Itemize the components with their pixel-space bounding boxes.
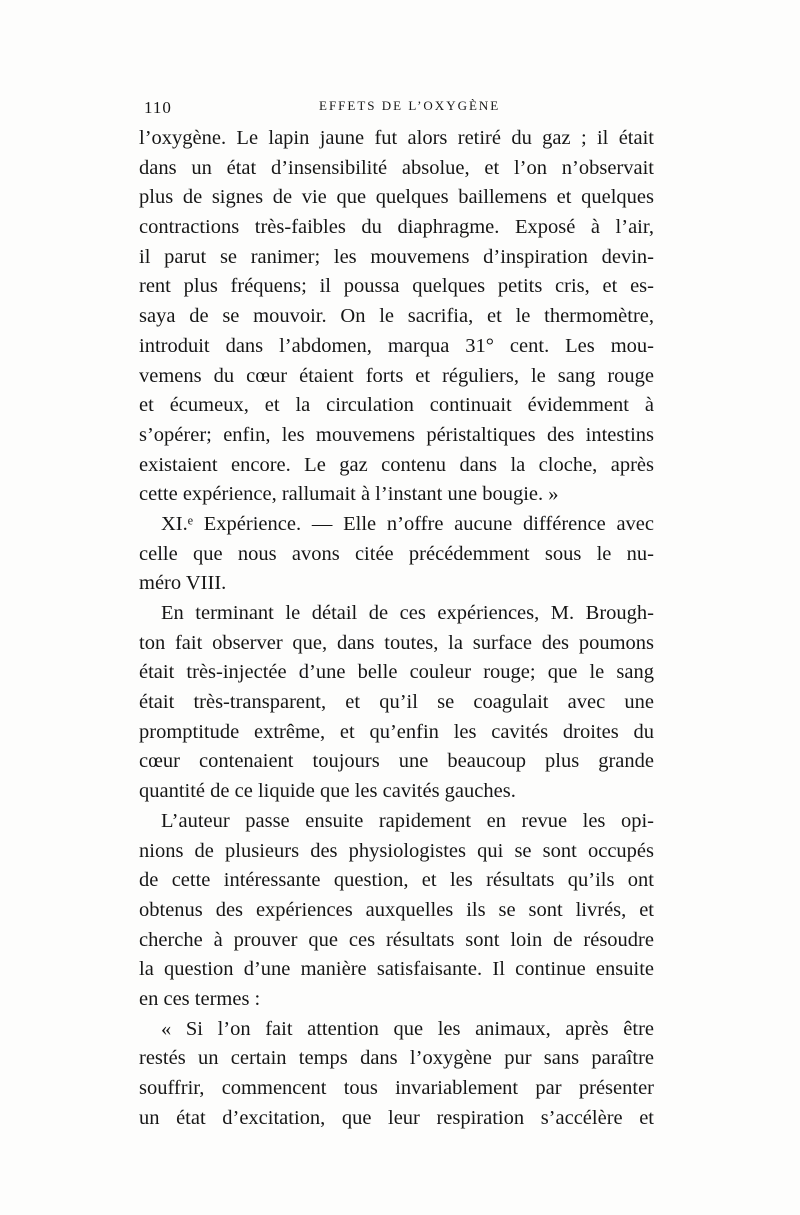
text-line: rent plus fréquens; il poussa quelques petits cris, et es- (139, 275, 654, 298)
text-line: cherche à prouver que ces résultats sont loin de résoudre (139, 928, 654, 951)
running-head (144, 98, 656, 122)
text-line: souffrir, commencent tous invariablement par présenter (139, 1077, 654, 1099)
text-line: En terminant le détail de ces expériences, M. Brough- (161, 602, 654, 624)
text-line: promptitude extrême, et qu’enfin les cavités droites du (139, 720, 654, 743)
text-line: ton fait observer que, dans toutes, la surface des poumons (139, 631, 654, 654)
text-line: de cette intéressante question, et les résultats qu’ils ont (139, 869, 654, 892)
text-line: était très-injectée d’une belle couleur rouge; que le sang (139, 661, 654, 684)
text-line: et écumeux, et la circulation continuait évidemment à (139, 394, 654, 417)
text-line: quantité de ce liquide que les cavités gauches. (139, 780, 516, 803)
text-line: en ces termes : (139, 987, 261, 1010)
text-line: restés un certain temps dans l’oxygène pur sans paraître (139, 1047, 654, 1070)
text-line: dans un état d’insensibilité absolue, et l’on n’observait (139, 156, 654, 179)
text-line: saya de se mouvoir. On le sacrifia, et le thermomètre, (139, 305, 654, 328)
text-line: XI.ᵉ Expérience. — Elle n’offre aucune différence avec (161, 512, 654, 535)
text-line: l’oxygène. Le lapin jaune fut alors retiré du gaz ; il était (139, 127, 654, 149)
text-line: cette expérience, rallumait à l’instant une bougie. » (139, 483, 559, 506)
text-line: s’opérer; enfin, les mouvemens péristaltiques des intestins (139, 423, 654, 446)
text-line: contractions très-faibles du diaphragme. Exposé à l’air, (139, 216, 654, 239)
text-line: L’auteur passe ensuite rapidement en revue les opi- (161, 809, 654, 832)
text-line: était très-transparent, et qu’il se coagulait avec une (139, 691, 654, 714)
text-line: « Si l’on fait attention que les animaux, après être (161, 1017, 654, 1040)
text-line: vemens du cœur étaient forts et réguliers, le sang rouge (139, 364, 654, 387)
text-line: méro VIII. (139, 572, 227, 595)
page-number: 110 (144, 98, 172, 117)
text-line: plus de signes de vie que quelques baillemens et quelques (139, 186, 654, 209)
text-line: existaient encore. Le gaz contenu dans la cloche, après (139, 453, 654, 476)
text-line: celle que nous avons citée précédemment sous le nu- (139, 542, 654, 565)
body-text (139, 124, 654, 1133)
running-head-title: EFFETS DE L’OXYGÈNE (319, 98, 501, 113)
text-line: introduit dans l’abdomen, marqua 31° cent. Les mou- (139, 334, 654, 357)
text-line: il parut se ranimer; les mouvemens d’inspiration devin- (139, 245, 654, 268)
text-line: cœur contenaient toujours une beaucoup plus grande (139, 750, 654, 773)
text-line: obtenus des expériences auxquelles ils se sont livrés, et (139, 898, 654, 921)
text-line: un état d’excitation, que leur respiration s’accélère et (139, 1106, 654, 1129)
text-line: nions de plusieurs des physiologistes qui se sont occupés (139, 839, 654, 862)
text-line: la question d’une manière satisfaisante. Il continue ensuite (139, 958, 654, 981)
